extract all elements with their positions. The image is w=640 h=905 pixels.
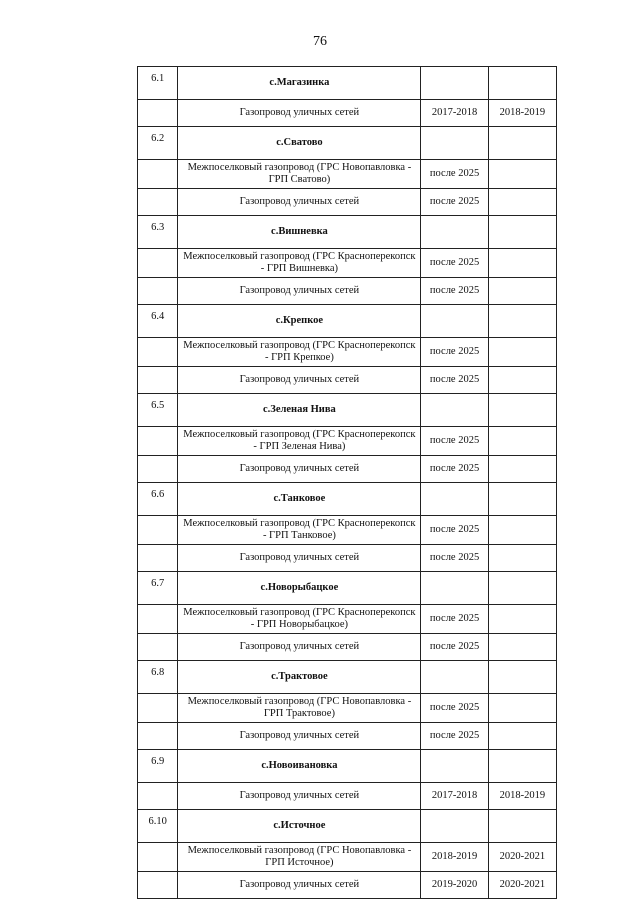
empty-cell bbox=[488, 216, 556, 249]
period-end: 2020-2021 bbox=[488, 872, 556, 899]
table-row bbox=[138, 843, 557, 872]
pipeline-name: Межпоселковый газопровод (ГРС Красноперекопск - ГРП Зеленая Нива) bbox=[178, 427, 421, 456]
pipeline-name: Межпоселковый газопровод (ГРС Новопавловка - ГРП Трактовое) bbox=[178, 694, 421, 723]
empty-cell bbox=[138, 545, 178, 572]
section-number: 6.8 bbox=[138, 661, 178, 694]
period-start: после 2025 bbox=[421, 160, 488, 189]
empty-cell bbox=[138, 249, 178, 278]
period-end: 2018-2019 bbox=[488, 783, 556, 810]
empty-cell bbox=[138, 634, 178, 661]
period-start: после 2025 bbox=[421, 189, 488, 216]
section-number: 6.3 bbox=[138, 216, 178, 249]
pipeline-name: Межпоселковый газопровод (ГРС Красноперекопск - ГРП Вишневка) bbox=[178, 249, 421, 278]
empty-cell bbox=[138, 278, 178, 305]
period-end bbox=[488, 694, 556, 723]
empty-cell bbox=[138, 189, 178, 216]
empty-cell bbox=[488, 483, 556, 516]
pipeline-name: Межпоселковый газопровод (ГРС Красноперекопск - ГРП Новорыбацкое) bbox=[178, 605, 421, 634]
table-row bbox=[138, 605, 557, 634]
pipeline-name: Газопровод уличных сетей bbox=[178, 278, 421, 305]
table-row bbox=[138, 723, 557, 750]
period-end bbox=[488, 456, 556, 483]
section-header-row bbox=[138, 483, 557, 516]
empty-cell bbox=[421, 810, 488, 843]
empty-cell bbox=[138, 783, 178, 810]
settlement-name: с.Крепкое bbox=[178, 305, 421, 338]
period-start: после 2025 bbox=[421, 338, 488, 367]
empty-cell bbox=[421, 127, 488, 160]
section-number: 6.7 bbox=[138, 572, 178, 605]
pipeline-name: Газопровод уличных сетей bbox=[178, 634, 421, 661]
pipeline-name: Газопровод уличных сетей bbox=[178, 456, 421, 483]
period-start: после 2025 bbox=[421, 249, 488, 278]
pipeline-name: Межпоселковый газопровод (ГРС Красноперекопск - ГРП Танковое) bbox=[178, 516, 421, 545]
section-number: 6.10 bbox=[138, 810, 178, 843]
section-header-row bbox=[138, 394, 557, 427]
empty-cell bbox=[421, 661, 488, 694]
empty-cell bbox=[138, 694, 178, 723]
pipeline-name: Газопровод уличных сетей bbox=[178, 783, 421, 810]
section-number: 6.4 bbox=[138, 305, 178, 338]
period-start: после 2025 bbox=[421, 723, 488, 750]
pipeline-name: Газопровод уличных сетей bbox=[178, 367, 421, 394]
settlement-name: с.Новорыбацкое bbox=[178, 572, 421, 605]
page-number: 76 bbox=[313, 34, 327, 49]
section-header-row bbox=[138, 810, 557, 843]
table-row bbox=[138, 427, 557, 456]
pipeline-name: Межпоселковый газопровод (ГРС Новопавловка - ГРП Сватово) bbox=[178, 160, 421, 189]
empty-cell bbox=[488, 305, 556, 338]
table-row bbox=[138, 367, 557, 394]
period-start: после 2025 bbox=[421, 367, 488, 394]
period-end bbox=[488, 634, 556, 661]
period-start: 2017-2018 bbox=[421, 100, 488, 127]
period-end bbox=[488, 545, 556, 572]
settlement-name: с.Трактовое bbox=[178, 661, 421, 694]
empty-cell bbox=[138, 160, 178, 189]
empty-cell bbox=[488, 810, 556, 843]
section-header-row bbox=[138, 305, 557, 338]
empty-cell bbox=[488, 750, 556, 783]
table-row bbox=[138, 338, 557, 367]
period-end: 2020-2021 bbox=[488, 843, 556, 872]
period-start: 2017-2018 bbox=[421, 783, 488, 810]
section-header-row bbox=[138, 216, 557, 249]
period-end bbox=[488, 338, 556, 367]
pipeline-name: Газопровод уличных сетей bbox=[178, 545, 421, 572]
pipeline-name: Межпоселковый газопровод (ГРС Красноперекопск - ГРП Крепкое) bbox=[178, 338, 421, 367]
table-row bbox=[138, 872, 557, 899]
section-header-row bbox=[138, 661, 557, 694]
empty-cell bbox=[488, 572, 556, 605]
section-header-row bbox=[138, 572, 557, 605]
period-start: после 2025 bbox=[421, 427, 488, 456]
empty-cell bbox=[421, 305, 488, 338]
period-end bbox=[488, 278, 556, 305]
section-number: 6.9 bbox=[138, 750, 178, 783]
table-row bbox=[138, 545, 557, 572]
period-end bbox=[488, 605, 556, 634]
period-end bbox=[488, 516, 556, 545]
empty-cell bbox=[488, 127, 556, 160]
table-body bbox=[138, 67, 557, 899]
table-row bbox=[138, 100, 557, 127]
settlement-name: с.Новоивановка bbox=[178, 750, 421, 783]
section-number: 6.6 bbox=[138, 483, 178, 516]
section-header-row bbox=[138, 127, 557, 160]
section-header-row bbox=[138, 750, 557, 783]
pipeline-name: Газопровод уличных сетей bbox=[178, 872, 421, 899]
empty-cell bbox=[138, 723, 178, 750]
empty-cell bbox=[138, 456, 178, 483]
section-header-row bbox=[138, 67, 557, 100]
empty-cell bbox=[421, 67, 488, 100]
settlement-name: с.Вишневка bbox=[178, 216, 421, 249]
empty-cell bbox=[488, 67, 556, 100]
settlement-name: с.Источное bbox=[178, 810, 421, 843]
settlement-name: с.Танковое bbox=[178, 483, 421, 516]
empty-cell bbox=[421, 394, 488, 427]
period-end bbox=[488, 189, 556, 216]
table-row bbox=[138, 278, 557, 305]
empty-cell bbox=[138, 872, 178, 899]
period-start: после 2025 bbox=[421, 516, 488, 545]
period-start: 2019-2020 bbox=[421, 872, 488, 899]
empty-cell bbox=[138, 367, 178, 394]
empty-cell bbox=[421, 750, 488, 783]
section-number: 6.2 bbox=[138, 127, 178, 160]
period-start: после 2025 bbox=[421, 694, 488, 723]
empty-cell bbox=[421, 216, 488, 249]
empty-cell bbox=[138, 605, 178, 634]
period-start: после 2025 bbox=[421, 545, 488, 572]
section-number: 6.5 bbox=[138, 394, 178, 427]
table-row bbox=[138, 634, 557, 661]
table-row bbox=[138, 160, 557, 189]
pipeline-name: Газопровод уличных сетей bbox=[178, 100, 421, 127]
period-end bbox=[488, 367, 556, 394]
pipeline-name: Газопровод уличных сетей bbox=[178, 189, 421, 216]
settlement-name: с.Магазинка bbox=[178, 67, 421, 100]
period-start: после 2025 bbox=[421, 456, 488, 483]
period-start: после 2025 bbox=[421, 278, 488, 305]
empty-cell bbox=[138, 427, 178, 456]
empty-cell bbox=[421, 483, 488, 516]
table-row bbox=[138, 783, 557, 810]
period-end bbox=[488, 160, 556, 189]
settlement-name: с.Сватово bbox=[178, 127, 421, 160]
pipeline-name: Межпоселковый газопровод (ГРС Новопавловка - ГРП Источное) bbox=[178, 843, 421, 872]
empty-cell bbox=[488, 661, 556, 694]
empty-cell bbox=[488, 394, 556, 427]
pipeline-name: Газопровод уличных сетей bbox=[178, 723, 421, 750]
period-start: 2018-2019 bbox=[421, 843, 488, 872]
section-number: 6.1 bbox=[138, 67, 178, 100]
empty-cell bbox=[138, 338, 178, 367]
table-row bbox=[138, 249, 557, 278]
empty-cell bbox=[421, 572, 488, 605]
period-end bbox=[488, 427, 556, 456]
table-row bbox=[138, 456, 557, 483]
period-start: после 2025 bbox=[421, 605, 488, 634]
empty-cell bbox=[138, 843, 178, 872]
period-end bbox=[488, 249, 556, 278]
empty-cell bbox=[138, 516, 178, 545]
period-end: 2018-2019 bbox=[488, 100, 556, 127]
table-row bbox=[138, 694, 557, 723]
table-row bbox=[138, 189, 557, 216]
period-start: после 2025 bbox=[421, 634, 488, 661]
table-row bbox=[138, 516, 557, 545]
gas-pipeline-table bbox=[137, 66, 557, 899]
settlement-name: с.Зеленая Нива bbox=[178, 394, 421, 427]
period-end bbox=[488, 723, 556, 750]
empty-cell bbox=[138, 100, 178, 127]
